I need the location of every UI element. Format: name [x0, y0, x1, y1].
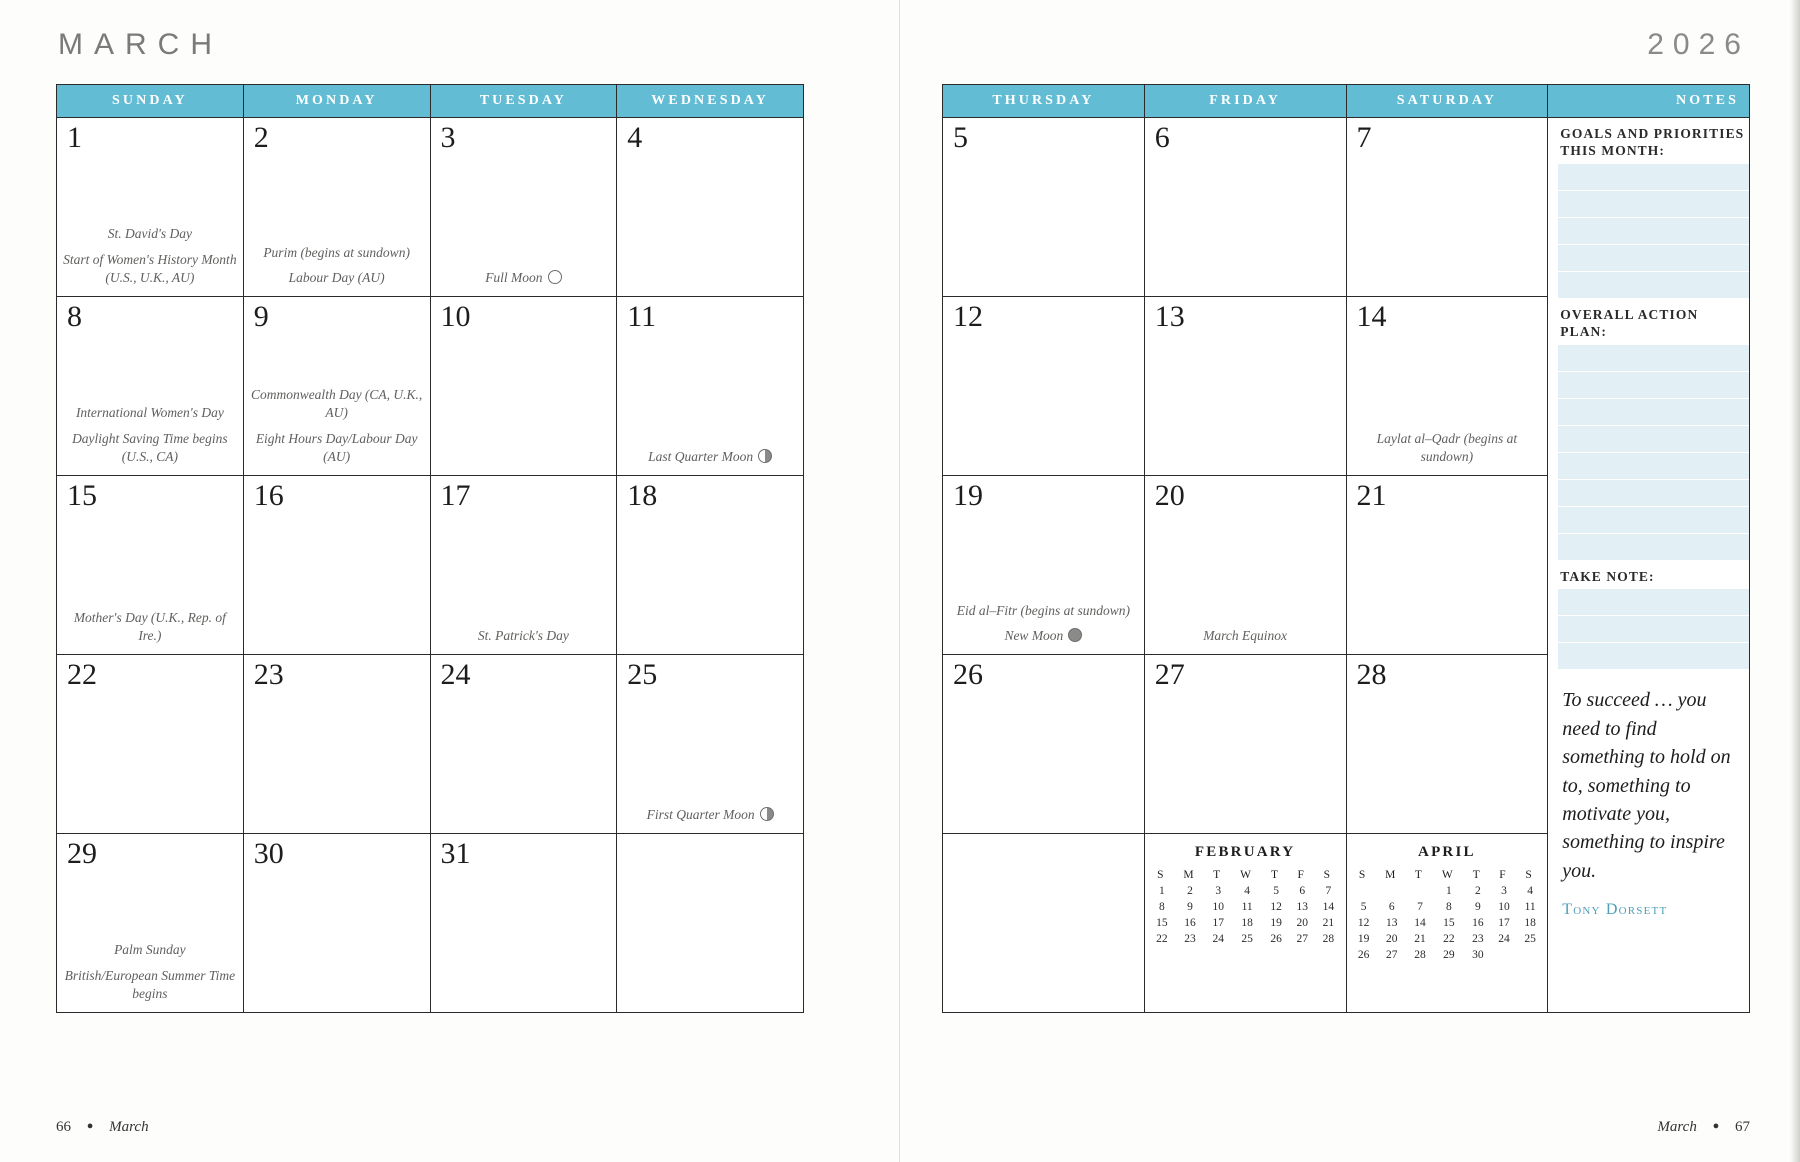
mini-day: 27: [1296, 933, 1308, 945]
day-cell[interactable]: [1346, 476, 1548, 655]
note-line[interactable]: [1558, 643, 1749, 670]
page-number-right: 67: [1735, 1119, 1750, 1135]
day-cell[interactable]: [617, 655, 804, 834]
mini-weekday-initial: T: [1414, 869, 1426, 881]
mini-weekday-initial: T: [1271, 869, 1282, 881]
day-cell[interactable]: [243, 655, 430, 834]
mini-weekday-initial: T: [1472, 869, 1483, 881]
day-events: [1151, 627, 1340, 646]
day-events: [1353, 430, 1542, 467]
mini-weekday-initial: W: [1441, 869, 1456, 881]
mini-day: 8: [1446, 901, 1452, 913]
day-cell[interactable]: [57, 834, 244, 1013]
day-number: 29: [67, 837, 97, 870]
mini-week-row: [1351, 947, 1544, 963]
day-number: 31: [440, 837, 471, 870]
moon-phase-icon-full: [548, 270, 562, 284]
mini-day: 29: [1443, 949, 1455, 961]
day-events: [250, 386, 424, 468]
mini-calendar-april: [1346, 834, 1548, 1013]
day-number: 14: [1356, 300, 1387, 333]
mini-day: 25: [1241, 933, 1253, 945]
moon-phase-icon-last: [758, 449, 772, 463]
day-cell-empty: [617, 834, 804, 1013]
take-note-lines[interactable]: [1548, 589, 1749, 670]
mini-day: 1: [1446, 885, 1452, 897]
mini-week-row: [1351, 883, 1544, 899]
note-line[interactable]: [1558, 534, 1749, 561]
note-line[interactable]: [1558, 218, 1749, 245]
day-cell[interactable]: [57, 476, 244, 655]
day-cell[interactable]: [943, 476, 1145, 655]
mini-day: 17: [1498, 917, 1510, 929]
notes-panel[interactable]: [1548, 118, 1750, 1013]
mini-day: 18: [1241, 917, 1253, 929]
goals-heading: GOALS AND PRIORITIES THIS MONTH:: [1560, 126, 1745, 158]
mini-calendar-title: FEBRUARY: [1194, 844, 1296, 860]
note-line[interactable]: [1558, 507, 1749, 534]
page-number-left: 66: [56, 1119, 71, 1135]
mini-day: 26: [1270, 933, 1282, 945]
mini-day: 7: [1417, 901, 1423, 913]
quote-block: [1548, 670, 1749, 919]
mini-day: 12: [1357, 917, 1370, 929]
mini-day: 25: [1524, 933, 1536, 945]
note-line[interactable]: [1558, 453, 1749, 480]
mini-weekday-initial: S: [1358, 869, 1369, 881]
day-event: St. David's Day: [107, 226, 192, 242]
day-events: [623, 806, 797, 825]
day-cell[interactable]: [1144, 476, 1346, 655]
day-number: 5: [953, 121, 968, 154]
mini-day: 20: [1386, 933, 1398, 945]
mini-day: 24: [1212, 933, 1224, 945]
mini-week-row: [1149, 899, 1342, 915]
mini-day: 14: [1414, 917, 1426, 929]
mini-day: 22: [1156, 933, 1168, 945]
day-cell[interactable]: [243, 118, 430, 297]
day-number: 23: [253, 658, 284, 691]
mini-day: 9: [1187, 901, 1193, 913]
day-events: [63, 404, 237, 467]
day-cell[interactable]: [57, 118, 244, 297]
note-line[interactable]: [1558, 480, 1749, 507]
quote-text: To succeed … you need to find something to hold on to, something to motivate you, something to inspire you.: [1562, 689, 1731, 882]
mini-day: 15: [1156, 917, 1168, 929]
mini-weekday-initial: S: [1323, 869, 1334, 881]
calendar-week-row: [943, 118, 1750, 297]
mini-day: 1: [1158, 885, 1165, 897]
day-event: Mother's Day (U.K., Rep. of Ire.): [73, 609, 226, 644]
day-cell[interactable]: [243, 834, 430, 1013]
mini-day: 8: [1158, 901, 1165, 913]
day-number: 6: [1154, 121, 1170, 154]
calendar-week-row: [57, 834, 804, 1013]
goals-lines[interactable]: [1548, 164, 1749, 299]
day-cell[interactable]: [943, 655, 1145, 834]
mini-day: 18: [1524, 917, 1536, 929]
mini-day: 5: [1273, 885, 1279, 897]
mini-day: 10: [1498, 901, 1510, 913]
day-events: [437, 627, 611, 646]
moon-phase-icon-first: [760, 807, 774, 821]
mini-weekday-initial: T: [1213, 869, 1224, 881]
day-cell[interactable]: [1144, 118, 1346, 297]
left-calendar-grid: [56, 84, 804, 1013]
day-number: 9: [253, 300, 269, 333]
day-events: [63, 225, 237, 288]
mini-weekday-initial: M: [1385, 869, 1399, 881]
day-cell[interactable]: [1346, 297, 1548, 476]
mini-day: 5: [1360, 901, 1367, 913]
mini-day: 28: [1322, 933, 1335, 945]
moon-phase-icon-new: [1068, 628, 1082, 642]
page-title: MARCH: [58, 28, 223, 61]
mini-day: 9: [1474, 901, 1481, 913]
mini-week-row: [1149, 915, 1342, 931]
mini-day: 11: [1241, 901, 1253, 913]
mini-day: 28: [1414, 949, 1426, 961]
day-cell[interactable]: [1346, 118, 1548, 297]
weekday-header-thursday: THURSDAY: [943, 85, 1145, 118]
right-footer: [1657, 1119, 1750, 1136]
day-cell[interactable]: [430, 476, 617, 655]
day-cell[interactable]: [617, 297, 804, 476]
day-cell[interactable]: [943, 118, 1145, 297]
mini-day: 26: [1357, 949, 1370, 961]
day-event: Laylat al–Qadr (begins at sundown): [1376, 430, 1518, 465]
day-cell[interactable]: [430, 655, 617, 834]
day-number: 19: [953, 479, 983, 512]
day-number: 12: [953, 300, 983, 333]
mini-calendar-title: APRIL: [1418, 844, 1476, 860]
weekday-header-wednesday: WEDNESDAY: [617, 85, 804, 118]
mini-day-empty: [1351, 883, 1377, 899]
action-plan-lines[interactable]: [1548, 345, 1749, 561]
day-cell[interactable]: [243, 476, 430, 655]
weekday-header-row: [57, 85, 804, 118]
day-cell[interactable]: [430, 834, 617, 1013]
mini-day: 21: [1414, 933, 1426, 945]
mini-weekday-initial: S: [1525, 869, 1535, 881]
mini-day: 11: [1524, 901, 1536, 913]
mini-week-row: [1351, 915, 1544, 931]
mini-week-row: [1149, 931, 1342, 947]
day-event: Eight Hours Day/Labour Day (AU): [255, 430, 418, 465]
mini-day: 2: [1187, 885, 1193, 897]
day-number: 18: [627, 479, 658, 512]
mini-day: 22: [1443, 933, 1455, 945]
day-number: 24: [440, 658, 471, 691]
right-page: [900, 0, 1800, 1162]
mini-day: 19: [1357, 933, 1370, 945]
weekday-header-monday: MONDAY: [243, 85, 430, 118]
day-cell[interactable]: [430, 297, 617, 476]
day-number: 2: [253, 121, 269, 154]
mini-weekday-initial: F: [1297, 869, 1307, 881]
mini-weekday-initial: W: [1240, 869, 1255, 881]
mini-weekday-initial: S: [1157, 869, 1167, 881]
mini-day: 13: [1296, 901, 1308, 913]
mini-day: 21: [1322, 917, 1335, 929]
weekday-header-sunday: SUNDAY: [57, 85, 244, 118]
day-number: 27: [1154, 658, 1185, 691]
weekday-header-row-right: [943, 85, 1750, 118]
mini-day: 4: [1244, 885, 1251, 897]
note-line[interactable]: [1558, 272, 1749, 299]
day-number: 21: [1356, 479, 1387, 512]
mini-day: 16: [1184, 917, 1196, 929]
mini-day: 24: [1498, 933, 1510, 945]
day-number: 7: [1356, 121, 1372, 154]
day-number: 17: [440, 479, 471, 512]
footer-dot-left: ●: [86, 1120, 94, 1132]
mini-day: 20: [1296, 917, 1308, 929]
day-cell[interactable]: [57, 655, 244, 834]
mini-calendar-february: [1144, 834, 1346, 1013]
mini-day: 23: [1472, 933, 1484, 945]
mini-day-empty: [1407, 883, 1433, 899]
mini-day: 17: [1212, 917, 1224, 929]
note-line[interactable]: [1558, 589, 1749, 616]
notes-column-header: NOTES: [1548, 85, 1750, 118]
day-events: [623, 448, 797, 467]
mini-day: 16: [1472, 917, 1484, 929]
day-event: Last Quarter Moon: [623, 448, 797, 467]
day-number: 28: [1356, 658, 1387, 691]
day-event: Full Moon: [437, 269, 611, 288]
day-events: [949, 602, 1138, 646]
day-event: Palm Sunday: [114, 942, 186, 958]
mini-day: 10: [1212, 901, 1224, 913]
mini-day: 23: [1184, 933, 1196, 945]
weekday-header-friday: FRIDAY: [1144, 85, 1346, 118]
day-number: 20: [1154, 479, 1185, 512]
note-line[interactable]: [1558, 345, 1749, 372]
mini-week-row: [1351, 931, 1544, 947]
day-cell[interactable]: [1144, 297, 1346, 476]
note-line[interactable]: [1558, 191, 1749, 218]
day-number: 4: [627, 121, 643, 154]
day-event: First Quarter Moon: [623, 806, 797, 825]
day-number: 10: [440, 300, 471, 333]
mini-day: 7: [1325, 885, 1332, 897]
day-event: British/European Summer Time begins: [64, 967, 236, 1002]
day-event: Commonwealth Day (CA, U.K., AU): [250, 386, 423, 421]
footer-month-left: March: [109, 1119, 149, 1135]
note-line[interactable]: [1558, 426, 1749, 453]
footer-dot-right: ●: [1712, 1120, 1720, 1132]
mini-day: 19: [1270, 917, 1282, 929]
day-number: 3: [440, 121, 456, 154]
mini-calendar: [1145, 834, 1346, 947]
mini-day: 12: [1270, 901, 1282, 913]
mini-day: 13: [1386, 917, 1398, 929]
mini-day: 27: [1386, 949, 1398, 961]
day-cell[interactable]: [1346, 655, 1548, 834]
day-cell[interactable]: [617, 118, 804, 297]
mini-day: 3: [1215, 885, 1222, 897]
day-cell[interactable]: [57, 297, 244, 476]
day-number: 8: [67, 300, 82, 333]
day-event: March Equinox: [1203, 628, 1288, 644]
day-cell[interactable]: [430, 118, 617, 297]
day-event: St. Patrick's Day: [477, 628, 569, 644]
calendar-week-row: [57, 476, 804, 655]
day-event: Eid al–Fitr (begins at sundown): [956, 602, 1130, 618]
day-number: 11: [627, 300, 657, 333]
note-line[interactable]: [1558, 164, 1749, 191]
mini-day: 15: [1443, 917, 1455, 929]
weekday-header-tuesday: TUESDAY: [430, 85, 617, 118]
note-line[interactable]: [1558, 372, 1749, 399]
day-events: [250, 244, 424, 288]
day-number: 15: [67, 479, 97, 512]
mini-day: 3: [1501, 885, 1507, 897]
year-title: 2026: [1647, 28, 1750, 61]
mini-week-row: [1351, 899, 1544, 915]
day-number: 26: [953, 658, 983, 691]
day-cell[interactable]: [1144, 655, 1346, 834]
day-cell[interactable]: [943, 297, 1145, 476]
day-cell[interactable]: [617, 476, 804, 655]
quote-author: Tony Dorsett: [1562, 901, 1668, 919]
day-event: International Women's Day: [75, 405, 224, 421]
left-footer: [56, 1119, 149, 1136]
mini-day: 4: [1527, 885, 1534, 897]
day-cell-empty: [943, 834, 1145, 1013]
day-event: Start of Women's History Month (U.S., U.K., AU): [63, 251, 237, 286]
mini-day: 6: [1388, 901, 1395, 913]
right-calendar-grid: [942, 84, 1750, 1013]
day-number: 16: [253, 479, 284, 512]
mini-weekday-initial: M: [1183, 869, 1197, 881]
action-plan-heading: OVERALL ACTION PLAN:: [1560, 306, 1699, 339]
take-note-heading: TAKE NOTE:: [1560, 568, 1655, 584]
mini-day: 2: [1474, 885, 1481, 897]
day-number: 25: [627, 658, 658, 691]
note-line[interactable]: [1558, 245, 1749, 272]
footer-month-right: March: [1657, 1119, 1697, 1135]
note-line[interactable]: [1558, 616, 1749, 643]
day-events: [63, 609, 237, 646]
day-event: Daylight Saving Time begins (U.S., CA): [72, 430, 228, 465]
mini-day-empty: [1377, 883, 1407, 899]
mini-day: 30: [1472, 949, 1484, 961]
mini-weekday-initial: F: [1499, 869, 1509, 881]
mini-day-empty: [1491, 947, 1517, 963]
calendar-week-row: [57, 655, 804, 834]
day-events: [437, 269, 611, 288]
mini-calendar: [1347, 834, 1548, 963]
weekday-header-saturday: SATURDAY: [1346, 85, 1548, 118]
note-line[interactable]: [1558, 399, 1749, 426]
mini-day: 6: [1299, 885, 1306, 897]
day-number: 1: [67, 121, 82, 154]
day-events: [63, 941, 237, 1004]
calendar-week-row: [57, 297, 804, 476]
day-number: 30: [253, 837, 284, 870]
day-cell[interactable]: [243, 297, 430, 476]
mini-day-empty: [1517, 947, 1543, 963]
day-event: Labour Day (AU): [288, 270, 385, 286]
calendar-week-row: [57, 118, 804, 297]
page-edge-right: [1790, 0, 1800, 1162]
mini-week-row: [1149, 883, 1342, 899]
day-event: Purim (begins at sundown): [263, 244, 410, 260]
day-event: New Moon: [949, 627, 1138, 646]
day-number: 22: [67, 658, 97, 691]
day-number: 13: [1154, 300, 1185, 333]
mini-day: 14: [1322, 901, 1335, 913]
